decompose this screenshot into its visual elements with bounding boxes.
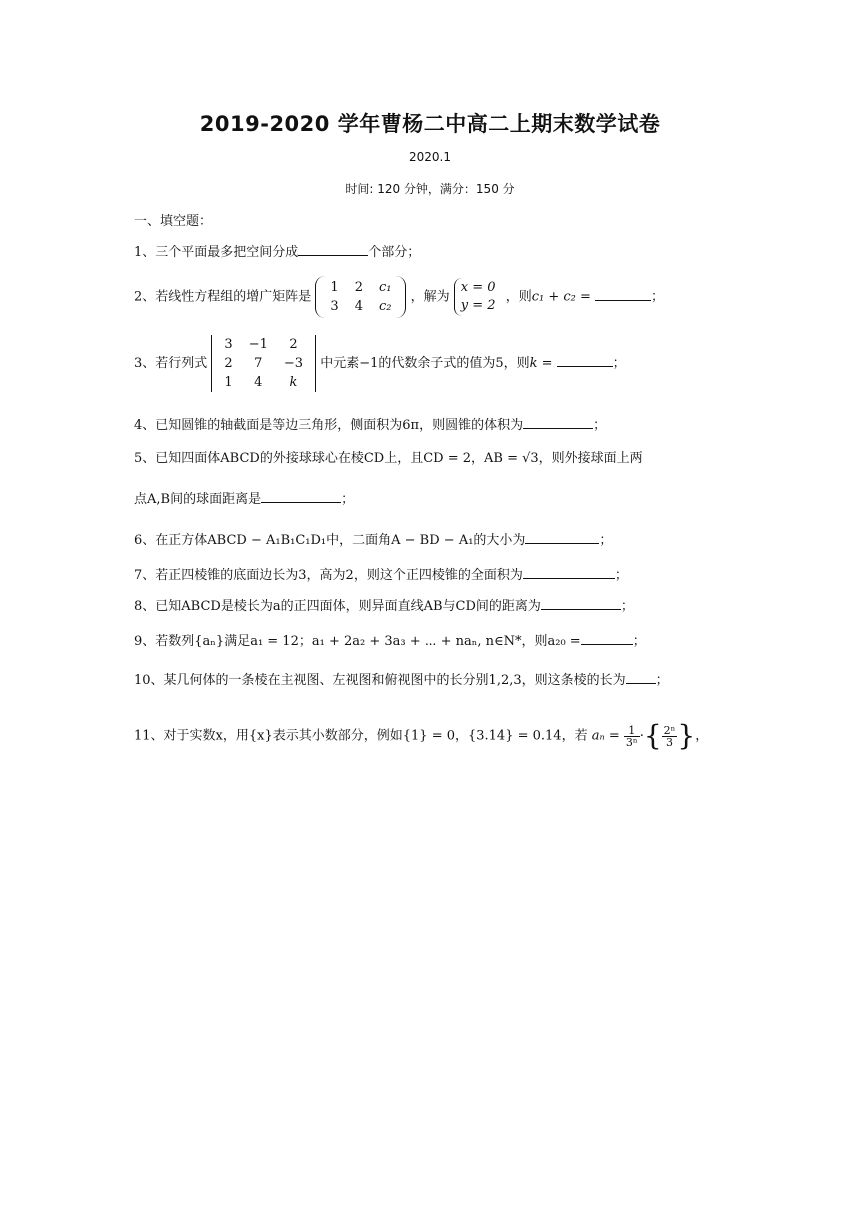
exam-time-info: 时间: 120 分钟，满分：150 分	[345, 182, 515, 196]
answer-blank	[581, 632, 633, 645]
question-11: 11、对于实数x，用{x}表示其小数部分，例如{1} = 0，{3.14} = 0.14，若 aₙ = $\frac{1}{\text{3ⁿ}}$ ·{ $\frac{\text{2ⁿ}}{3}$ }，	[134, 719, 709, 752]
question-7: 7、若正四棱锥的底面边长为3，高为2，则这个正四棱锥的全面积为 ；	[134, 568, 628, 583]
answer-blank	[261, 490, 341, 503]
exam-date: 2020.1	[409, 150, 451, 164]
question-4: 4、已知圆锥的轴截面是等边三角形，侧面积为6π，则圆锥的体积为 ；	[134, 418, 607, 433]
question-2: 2、若线性方程组的增广矩阵是 1 2 c₁ 3 4 c₂ ，解为 x = 0 y = 2 ，则c₁ + c₂ = ；	[134, 276, 664, 318]
answer-blank	[523, 416, 593, 429]
determinant: 3 −1 2 2 7 −3 1 4 k	[211, 335, 316, 392]
fraction: $\frac{\text{2ⁿ}}{3}$	[663, 723, 676, 749]
question-8: 8、已知ABCD是棱长为a的正四面体，则异面直线AB与CD间的距离为 ；	[134, 599, 634, 614]
fraction: $\frac{1}{\text{3ⁿ}}$	[625, 723, 638, 749]
question-5-line-2: 点A,B间的球面距离是 ；	[134, 492, 355, 507]
question-9: 9、若数列{aₙ}满足a₁ = 12；a₁ + 2a₂ + 3a₃ + ⋯ + naₙ, n∈N*，则a₂₀ = ；	[134, 634, 646, 649]
section-heading: 一、填空题：	[134, 214, 213, 229]
answer-blank	[557, 354, 613, 367]
page-title: 2019-2020 学年曹杨二中高二上期末数学试卷	[199, 112, 661, 136]
solution-system: x = 0 y = 2	[454, 278, 502, 316]
question-3: 3、若行列式 3 −1 2 2 7 −3 1 4 k 中元素−1的代数余子式的值为5，则k = ；	[134, 337, 626, 390]
answer-blank	[523, 566, 615, 579]
question-10: 10、某几何体的一条棱在主视图、左视图和俯视图中的长分别1,2,3，则这条棱的长为 ；	[134, 673, 669, 688]
question-1: 1、三个平面最多把空间分成 个部分；	[134, 245, 421, 260]
augmented-matrix: 1 2 c₁ 3 4 c₂	[315, 276, 406, 318]
answer-blank	[541, 597, 621, 610]
answer-blank	[626, 671, 656, 684]
answer-blank	[595, 288, 651, 301]
question-5-line-1: 5、已知四面体ABCD的外接球球心在棱CD上，且CD = 2，AB = √3，则外接球面上两	[134, 451, 643, 466]
answer-blank	[298, 243, 368, 256]
answer-blank	[525, 531, 599, 544]
question-6: 6、在正方体ABCD − A₁B₁C₁D₁中，二面角A − BD − A₁的大小为 ；	[134, 533, 613, 548]
